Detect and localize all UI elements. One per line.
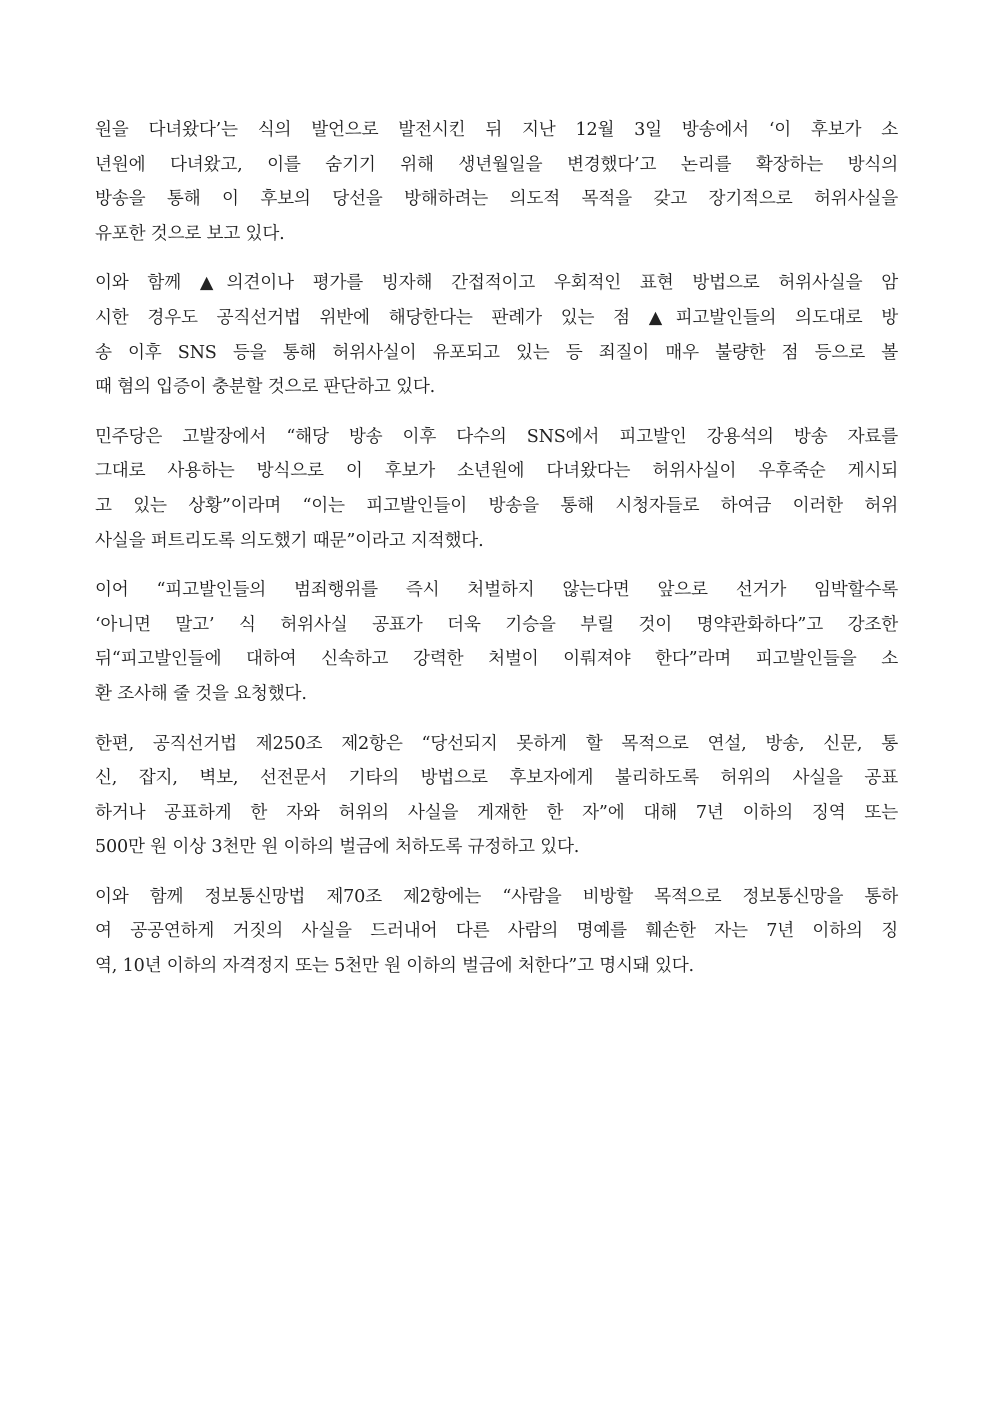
- paragraph-5: [95, 727, 898, 865]
- paragraph-2: [95, 266, 898, 404]
- paragraph-3: [95, 420, 898, 558]
- document-body: [95, 113, 898, 999]
- text-line: 원을 다녀왔다’는 식의 발언으로 발전시킨 뒤 지난 12월 3일 방송에서 ‘이 후보가 소: [95, 120, 898, 140]
- text-line: 환 조사해 줄 것을 요청했다.: [95, 683, 307, 704]
- text-line: 하거나 공표하게 한 자와 허위의 사실을 게재한 한 자”에 대해 7년 이하의 징역 또는: [95, 802, 898, 823]
- text-line: 년원에 다녀왔고, 이를 숨기기 위해 생년월일을 변경했다’고 논리를 확장하는 방식의: [95, 154, 898, 175]
- text-line: 이와 함께 ▲의견이나 평가를 빙자해 간접적이고 우회적인 표현 방법으로 허위사실을 암: [95, 273, 898, 294]
- paragraph-6: [95, 880, 898, 984]
- text-line: 이와 함께 정보통신망법 제70조 제2항에는 “사람을 비방할 목적으로 정보통신망을 통하: [95, 886, 898, 907]
- text-line: 유포한 것으로 보고 있다.: [95, 223, 285, 244]
- paragraph-1: [95, 113, 898, 251]
- text-line: 뒤“피고발인들에 대하여 신속하고 강력한 처벌이 이뤄져야 한다”라며 피고발인들을 소: [95, 649, 898, 670]
- text-line: 그대로 사용하는 방식으로 이 후보가 소년원에 다녀왔다는 허위사실이 우후죽순 게시되: [95, 461, 898, 482]
- paragraph-4: [95, 573, 898, 711]
- text-line: 고 있는 상황”이라며 “이는 피고발인들이 방송을 통해 시청자들로 하여금 이러한 허위: [95, 495, 898, 516]
- text-line: 때 혐의 입증이 충분할 것으로 판단하고 있다.: [95, 377, 436, 398]
- text-line: 여 공공연하게 거짓의 사실을 드러내어 다른 사람의 명예를 훼손한 자는 7년 이하의 징: [95, 921, 898, 942]
- text-line: 이어 “피고발인들의 범죄행위를 즉시 처벌하지 않는다면 앞으로 선거가 임박할수록: [95, 580, 898, 601]
- text-line: 민주당은 고발장에서 “해당 방송 이후 다수의 SNS에서 피고발인 강용석의 방송 자료를: [95, 426, 898, 447]
- text-line: 한편, 공직선거법 제250조 제2항은 “당선되지 못하게 할 목적으로 연설, 방송, 신문, 통: [95, 733, 898, 754]
- text-line: 500만 원 이상 3천만 원 이하의 벌금에 처하도록 규정하고 있다.: [95, 837, 580, 858]
- text-line: 시한 경우도 공직선거법 위반에 해당한다는 판례가 있는 점 ▲피고발인들의 의도대로 방: [95, 307, 898, 328]
- text-line: 역, 10년 이하의 자격정지 또는 5천만 원 이하의 벌금에 처한다”고 명시돼 있다.: [95, 956, 694, 977]
- text-line: 사실을 퍼트리도록 의도했기 때문”이라고 지적했다.: [95, 530, 484, 551]
- text-line: 송 이후 SNS 등을 통해 허위사실이 유포되고 있는 등 죄질이 매우 불량한 점 등으로 볼: [95, 342, 898, 363]
- text-line: 신, 잡지, 벽보, 선전문서 기타의 방법으로 후보자에게 불리하도록 허위의 사실을 공표: [95, 768, 898, 789]
- text-line: ‘아니면 말고’ 식 허위사실 공표가 더욱 기승을 부릴 것이 명약관화하다”고 강조한: [95, 614, 898, 635]
- text-line: 방송을 통해 이 후보의 당선을 방해하려는 의도적 목적을 갖고 장기적으로 허위사실을: [95, 189, 898, 210]
